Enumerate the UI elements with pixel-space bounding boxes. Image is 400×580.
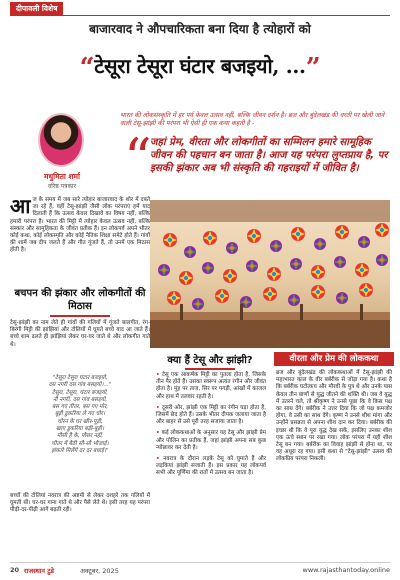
magazine-name: राजस्थान टुडे <box>24 567 55 575</box>
poem-line: बस गए तीतर, बस गए मोर, <box>51 404 109 411</box>
lead-text: ज के समय में जब सारे त्योहार बाजारवाद के शोर में दबते जा रहे हैं, वहीं टेसू-झांझी जैसी लोक परंपराएं हमें याद दिलाती हैं कि उत्सव केवल दिखावे का विषय नहीं, बल्कि हमारी परंपरा है। भारत की मिट्टी में त्योहार केवल उत्सव नहीं, बल्कि संस्कार और सामूहिकता के जीवंत प्रतीक हैं। इन लोकपर्व अपने भीतर कोई कथा, कोई लोकस्मृति और कोई नैतिक शिक्षा समेटे होते हैं। गांवों की शामें जब दीप जलते हैं और गीत गूंजते हैं, तो उनमें एक मिठास होती है। <box>10 197 150 254</box>
poem-line: मौसी है के, पौसर नहीं, <box>56 433 104 440</box>
poem-line: नौ नगरी, दस गांव बसइयो, <box>52 396 108 403</box>
author-name: मधुमिता शर्मा <box>44 172 80 181</box>
poem-line: खाए डुकरिया बड़ी-बूढ़ी। <box>56 426 104 433</box>
lead-paragraph <box>10 194 150 255</box>
poem-line: झंकारे मिलेंगे दर दर बधाई।" <box>51 447 109 454</box>
page-footer <box>10 562 390 576</box>
section-heading-text: बचपन की झंकार और लोकगीतों की मिठास <box>14 288 146 312</box>
column-3-text: ब्रज और बुंदेलखंड की लोककथाओं में टेसू-झांझी की महाभारत काल के वीर बर्बरीक से जोड़ा गया है। कथा है कि बर्बरीक घटोत्कच और मौरवी के पुत्र थे और उनके पास केवल तीन बाणों से युद्ध जीतने की शक्ति थी। जब वे युद्ध में उतरने चले, तो श्रीकृष्ण ने उनसे पूछा कि वे किस पक्ष का साथ देंगे। बर्बरीक ने उत्तर दिया कि जो पक्ष कमजोर होगा, वे उसी का साथ देंगे। कृष्ण ने उनसे शीश मांगा और उन्होंने प्रसन्नता से अपना शीश दान कर दिया। बर्बरीक की इच्छा थी कि वे पूरा युद्ध देख सकें, इसलिए उनका शीश एक ऊंचे स्थान पर रखा गया। लोक परंपरा में यही शीश टेसू बन गया। बर्बरीक का विवाह झांझी से होना था, पर वह अधूरा रह गया। इसी कथा से "टेसू-झांझी" उत्सव की लोकप्रिय परंपरा निकली। <box>276 370 392 463</box>
list-item <box>156 430 266 452</box>
close-quote-glyph: ” <box>305 53 321 83</box>
poem-line: "टेसूरा टेसूरा घंटार बजइयो, <box>52 375 108 381</box>
drop-cap: आ <box>10 194 31 218</box>
festival-photo-image <box>150 200 390 348</box>
column-1-closing-text: बच्चों की टोलियां नवरात्र की अष्टमी से लेकर दशहरे तक गलियों में घूमती थीं। घर-घर गाना गाते थे और पैसे लेते थे। इसी तरह यह परंपरा पीढ़ी-दर-पीढ़ी आगे बढ़ती रही। <box>10 493 150 514</box>
poem-line: टेसूरा, टेसूरा, घंटार बजइयो, <box>52 389 108 396</box>
list-item-text: टेसू एक आकर्षक मिट्टी का पुतला होता है, जिसके तीन पैर होते हैं। उसका स्वरूप अत्यंत रंगीन और जीवंत होता है। मुंह पर ताज, सिर पर पगड़ी, आंखों में काजल और हाथ में तलवार रहती है। <box>156 372 266 400</box>
poem-line: चौतर में बैठी सौ-सौ भौजाई। <box>51 440 109 447</box>
tag-divider <box>10 15 390 16</box>
poem-line: बूढ़ी डुकरिया ले गए चोर। <box>54 411 106 418</box>
festival-photo <box>150 200 390 348</box>
list-item <box>156 456 266 478</box>
column-1-text: टेसू-झांझी का नाम लेते ही गांवों की गलियों में गूंजते बालगीत, रंग-बिरंगी मिट्टी की झांझियां और टोलियों में घूमते बच्चे याद आ जाते हैं। बच्चे शाम ढलते ही झांझियां लेकर घर-घर जाते थे और लोकगीत गाते थे। <box>10 320 150 348</box>
open-quote-glyph: “ <box>79 53 95 83</box>
section-heading-legend: वीरता और प्रेम की लोककथा <box>274 352 394 366</box>
section-heading-text: क्या हैं टेसू और झांझी? <box>167 355 253 366</box>
headline-text: टेसूरा टेसूरा घंटार बजइयो, ... <box>94 54 306 78</box>
section-tag: दीपावली विशेष <box>10 2 63 15</box>
folk-song-poem <box>10 375 150 455</box>
issue-date: अक्टूबर, 2025 <box>80 567 119 575</box>
headline <box>0 52 400 83</box>
list-item <box>156 405 266 427</box>
quote-icon: “ <box>124 127 152 190</box>
section-heading-what-is-tesu <box>150 352 270 370</box>
heading-underline <box>50 315 110 317</box>
bullet-icon: • <box>156 456 164 463</box>
intro-text: भारत की लोकसंस्कृति में हर पर्व केवल उत्सव नहीं, बल्कि जीवन दर्शन है। ब्रज और बुंदेलखंड की धरती पर खेली जाने वाली टेसू-झांझी की परंपरा भी ऐसी ही एक कथा कहती है - <box>120 112 385 127</box>
poem-line: चोरन के घर खीर-पूड़ी, <box>57 418 103 425</box>
heading-underline <box>185 368 235 370</box>
bullet-icon: • <box>156 404 162 411</box>
points-list <box>156 372 266 482</box>
bullet-icon: • <box>156 430 162 437</box>
section-heading-childhood <box>10 287 150 317</box>
website-url: www.rajasthantoday.online <box>302 566 390 574</box>
bullet-icon: • <box>156 372 163 378</box>
list-item <box>156 372 266 401</box>
section-tag-strip <box>0 0 400 16</box>
kicker: बाजारवाद ने औपचारिकता बना दिया है त्योहारों को <box>89 22 311 36</box>
list-item-text: दूसरी ओर, झांझी एक मिट्टी का रंगीन घड़ा होता है, जिसमें छेद होते हैं। उसके भीतर दीपक जलाया जाता है और बाहर से उसे पूरी तरह सजाया जाता है। <box>156 404 266 426</box>
author-role: वरिष्ठ पत्रकार <box>47 183 77 190</box>
author-avatar <box>38 113 84 167</box>
list-item-text: कई लोककथाओं के अनुसार यह टेसू और झांझी प्रेम और पोलिन का प्रतीक हैं, जहां झांझी अपना सब कुछ न्योछावर कर देती है। <box>156 430 266 451</box>
pull-quote: जहां प्रेम, वीरता और लोकगीतों का सम्मिलन हमारे सामूहिक जीवन की पहचान बन जाता है। आज यह परंपरा लुप्तप्राय है, पर इसकी झंकार अब भी संस्कृति की गहराइयों में जीवित है। <box>150 137 388 174</box>
list-item-text: नवरात्र के दौरान लड़के टेसू को घुमाते हैं और लड़कियां झांझी सजाती हैं। इस प्रकार यह लोकपर्व सभी और पूर्णिमा की रातों में उत्सव बन जाता है। <box>156 456 266 477</box>
page-number: 20 <box>10 566 20 574</box>
poem-line: दस नगरी दस गांव बसइयो।..." <box>48 382 112 389</box>
